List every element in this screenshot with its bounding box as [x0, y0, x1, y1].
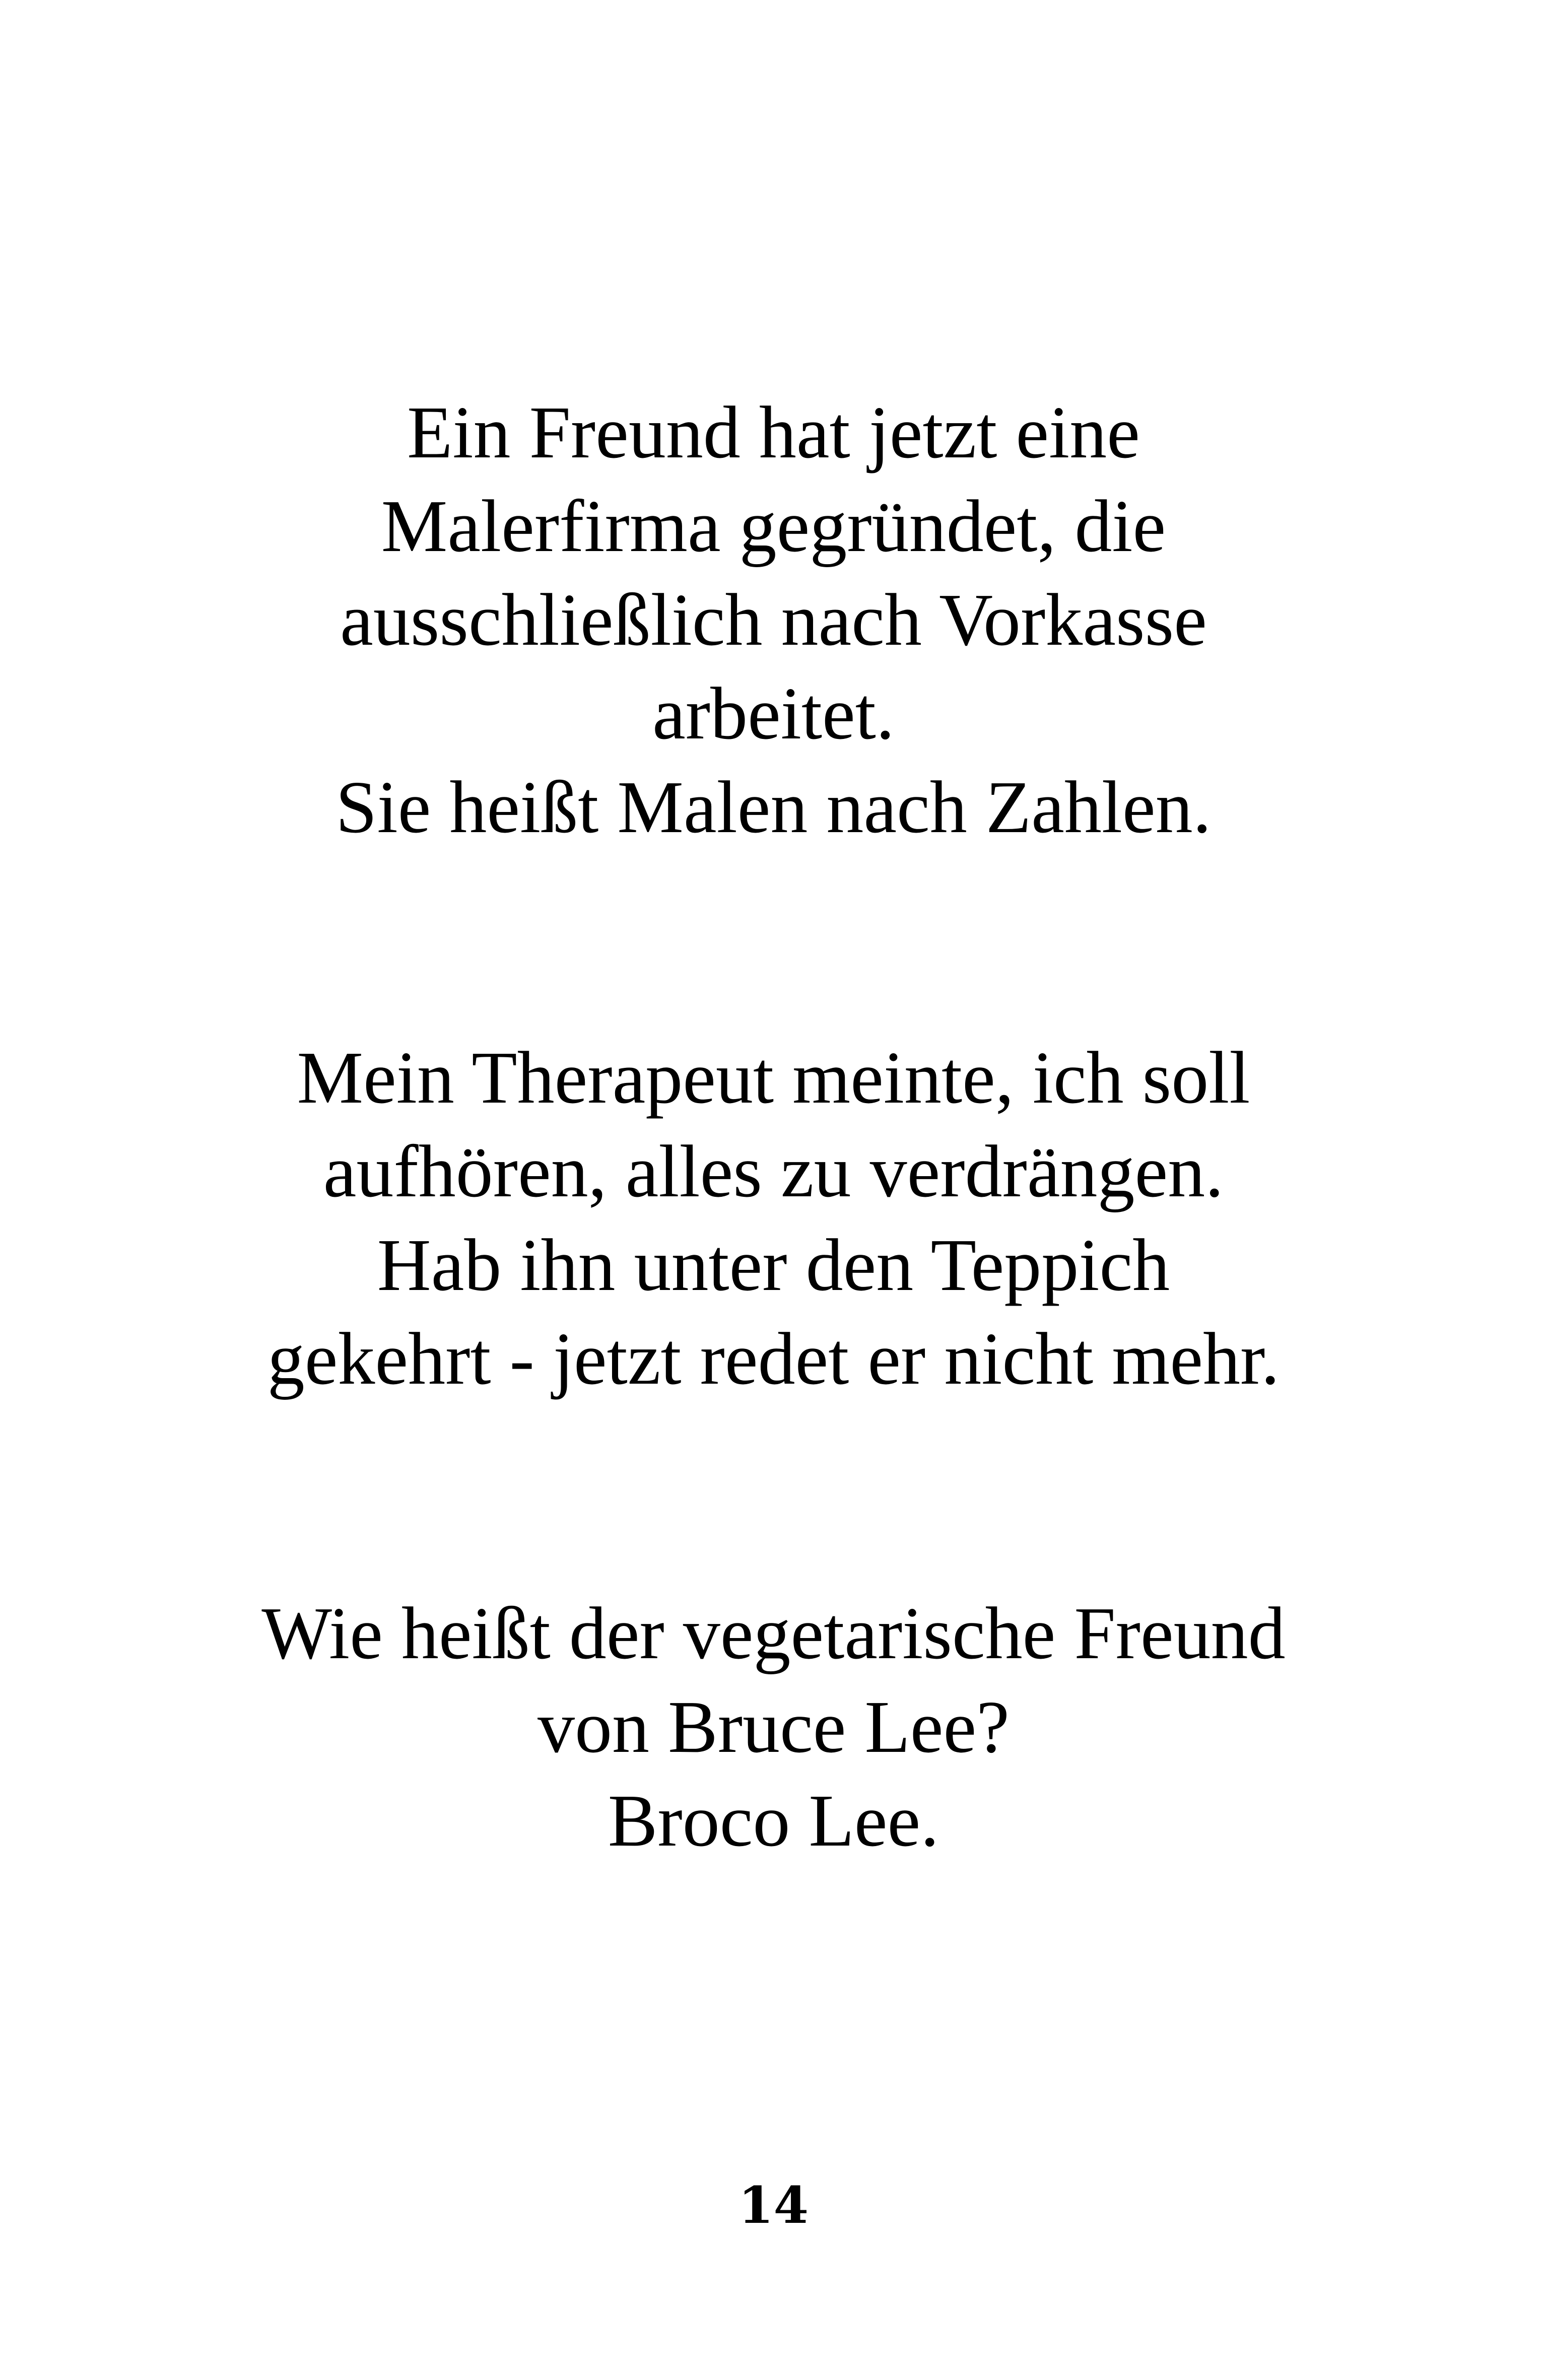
joke-line: von Bruce Lee? [537, 1686, 1010, 1769]
joke-line: ausschließlich nach Vorkasse [340, 579, 1207, 661]
joke-line: Malerfirma gegründet, die [381, 485, 1166, 568]
joke-punchline: Sie heißt Malen nach Zahlen. [335, 766, 1212, 849]
joke-line: aufhören, alles zu verdrängen. [323, 1130, 1224, 1213]
joke-line: Wie heißt der vegetarische Freund [261, 1592, 1286, 1675]
joke-paragraph-1 [0, 386, 1547, 854]
joke-line: arbeitet. [652, 672, 895, 755]
joke-punchline: gekehrt - jetzt redet er nicht mehr. [267, 1318, 1280, 1400]
page-number: 14 [738, 2175, 809, 2235]
joke-punchline: Broco Lee. [608, 1780, 939, 1862]
joke-line: Hab ihn unter den Teppich [377, 1224, 1170, 1307]
joke-line: Ein Freund hat jetzt eine [407, 391, 1140, 474]
joke-line: Mein Therapeut meinte, ich soll [297, 1037, 1250, 1119]
joke-paragraph-3 [0, 1587, 1547, 1868]
joke-paragraph-2 [0, 1031, 1547, 1406]
